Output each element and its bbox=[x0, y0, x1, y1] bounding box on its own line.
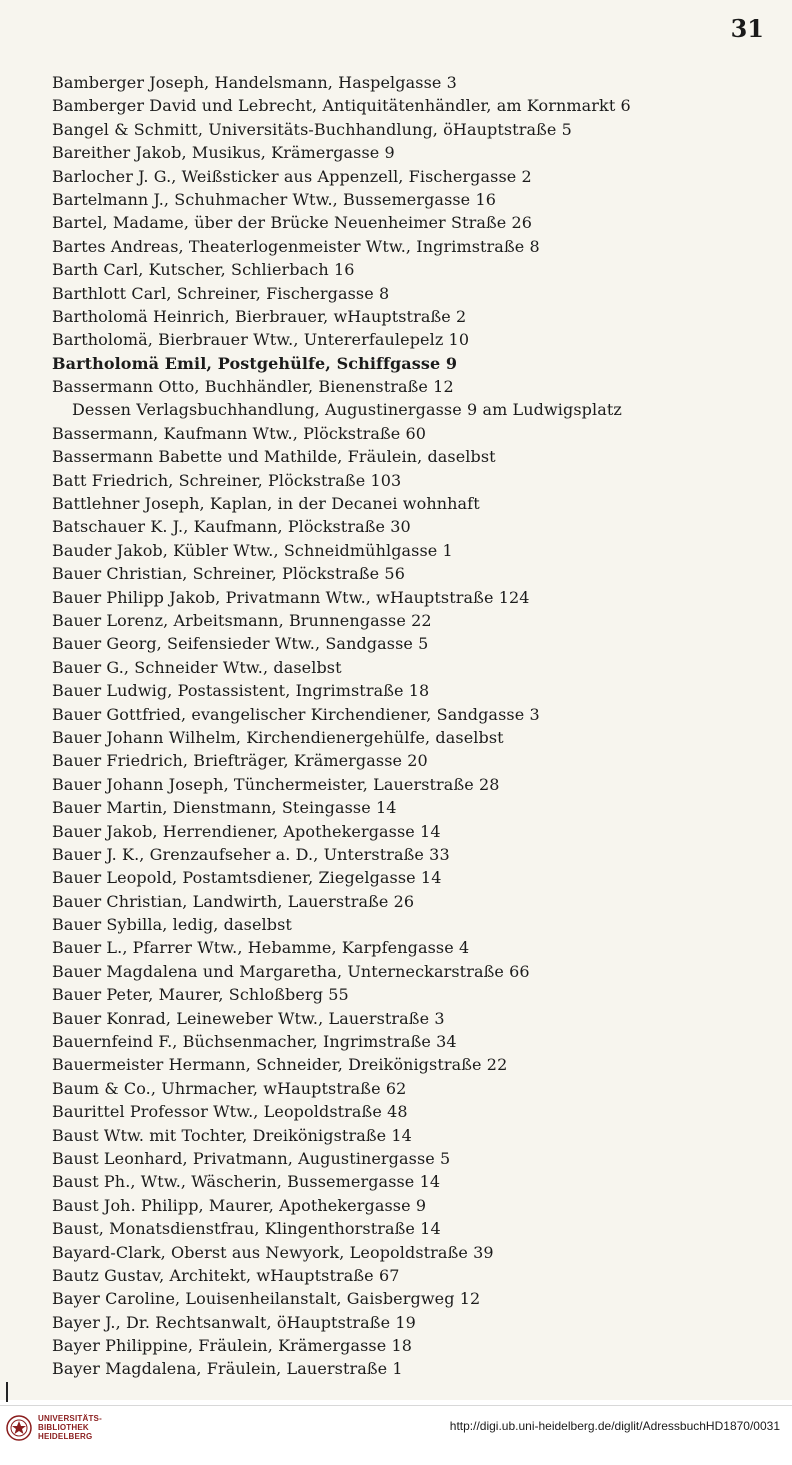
directory-entry: Baust Wtw. mit Tochter, Dreikönigstraße 14 bbox=[52, 1125, 412, 1145]
directory-entry: Bauder Jakob, Kübler Wtw., Schneidmühlgasse 1 bbox=[52, 540, 453, 560]
directory-entry: Barth Carl, Kutscher, Schlierbach 16 bbox=[52, 260, 355, 280]
directory-entry: Bauer Friedrich, Briefträger, Krämergasse 20 bbox=[52, 751, 428, 771]
margin-mark bbox=[6, 1382, 8, 1402]
logo-text bbox=[38, 1414, 102, 1441]
directory-entry: Bauer Jakob, Herrendiener, Apothekergasse 14 bbox=[52, 821, 441, 841]
directory-entry: Bauermeister Hermann, Schneider, Dreikönigstraße 22 bbox=[52, 1055, 508, 1075]
directory-entry: Bayer Caroline, Louisenheilanstalt, Gaisbergweg 12 bbox=[52, 1289, 481, 1309]
directory-entry: Bayer Magdalena, Fräulein, Lauerstraße 1 bbox=[52, 1359, 403, 1379]
directory-entry: Bauer Johann Joseph, Tünchermeister, Lauerstraße 28 bbox=[52, 774, 500, 794]
directory-entry: Bassermann Otto, Buchhändler, Bienenstraße 12 bbox=[52, 377, 454, 397]
library-logo[interactable] bbox=[6, 1414, 102, 1441]
directory-entry: Bauer L., Pfarrer Wtw., Hebamme, Karpfengasse 4 bbox=[52, 938, 470, 958]
directory-entry: Batt Friedrich, Schreiner, Plöckstraße 103 bbox=[52, 470, 402, 490]
directory-entry: Bauer Christian, Landwirth, Lauerstraße 26 bbox=[52, 891, 415, 911]
directory-entry: Baust Ph., Wtw., Wäscherin, Bussemergasse 14 bbox=[52, 1172, 441, 1192]
logo-line-1: UNIVERSITÄTS- bbox=[38, 1414, 102, 1423]
directory-entry: Bayer J., Dr. Rechtsanwalt, öHauptstraße 19 bbox=[52, 1312, 416, 1332]
directory-entry: Bautz Gustav, Architekt, wHauptstraße 67 bbox=[52, 1265, 400, 1285]
directory-entry: Barlocher J. G., Weißsticker aus Appenzell, Fischergasse 2 bbox=[52, 166, 532, 186]
logo-line-3: HEIDELBERG bbox=[38, 1432, 93, 1441]
directory-entry: Barthlott Carl, Schreiner, Fischergasse 8 bbox=[52, 283, 390, 303]
directory-entry: Baust Leonhard, Privatmann, Augustinergasse 5 bbox=[52, 1148, 451, 1168]
directory-entry: Bauer J. K., Grenzaufseher a. D., Unterstraße 33 bbox=[52, 844, 450, 864]
directory-entry: Bartelmann J., Schuhmacher Wtw., Bussemergasse 16 bbox=[52, 189, 497, 209]
directory-entry: Dessen Verlagsbuchhandlung, Augustinergasse 9 am Ludwigsplatz bbox=[72, 400, 622, 420]
directory-entry: Bauer Ludwig, Postassistent, Ingrimstraße 18 bbox=[52, 681, 430, 701]
directory-entry: Bauer Christian, Schreiner, Plöckstraße 56 bbox=[52, 564, 405, 584]
directory-entry: Bartel, Madame, über der Brücke Neuenheimer Straße 26 bbox=[52, 213, 533, 233]
directory-entry: Bauer Konrad, Leineweber Wtw., Lauerstraße 3 bbox=[52, 1008, 445, 1028]
directory-entry: Battlehner Joseph, Kaplan, in der Decanei wohnhaft bbox=[52, 494, 480, 514]
directory-entry: Bauer Philipp Jakob, Privatmann Wtw., wHauptstraße 124 bbox=[52, 587, 530, 607]
logo-line-2: BIBLIOTHEK bbox=[38, 1423, 89, 1432]
directory-entry: Bauer Martin, Dienstmann, Steingasse 14 bbox=[52, 798, 397, 818]
directory-entry: Bauer Leopold, Postamtsdiener, Ziegelgasse 14 bbox=[52, 868, 442, 888]
directory-entry: Bauer Gottfried, evangelischer Kirchendiener, Sandgasse 3 bbox=[52, 704, 540, 724]
footer-bar bbox=[0, 1405, 792, 1446]
directory-entry: Bartholomä Heinrich, Bierbrauer, wHauptstraße 2 bbox=[52, 306, 467, 326]
directory-entry: Bauer Peter, Maurer, Schloßberg 55 bbox=[52, 985, 349, 1005]
directory-entry: Baust Joh. Philipp, Maurer, Apothekergasse 9 bbox=[52, 1195, 427, 1215]
directory-entry: Bauer Lorenz, Arbeitsmann, Brunnengasse 22 bbox=[52, 610, 432, 630]
directory-entry: Bareither Jakob, Musikus, Krämergasse 9 bbox=[52, 143, 395, 163]
directory-entry: Bauer Johann Wilhelm, Kirchendienergehülfe, daselbst bbox=[52, 727, 504, 747]
directory-entry: Bartholomä, Bierbrauer Wtw., Untererfaulepelz 10 bbox=[52, 330, 470, 350]
directory-entry: Bayer Philippine, Fräulein, Krämergasse 18 bbox=[52, 1336, 413, 1356]
directory-entry: Bangel & Schmitt, Universitäts-Buchhandlung, öHauptstraße 5 bbox=[52, 119, 572, 139]
directory-entry: Bamberger David und Lebrecht, Antiquitätenhändler, am Kornmarkt 6 bbox=[52, 96, 631, 116]
directory-entry: Bauer Magdalena und Margaretha, Unterneckarstraße 66 bbox=[52, 961, 530, 981]
directory-entry: Bauernfeind F., Büchsenmacher, Ingrimstraße 34 bbox=[52, 1032, 457, 1052]
directory-entries bbox=[52, 71, 772, 1381]
source-url[interactable]: http://digi.ub.uni-heidelberg.de/diglit/AdressbuchHD1870/0031 bbox=[449, 1419, 780, 1433]
directory-entry: Batschauer K. J., Kaufmann, Plöckstraße 30 bbox=[52, 517, 411, 537]
directory-entry: Bauer G., Schneider Wtw., daselbst bbox=[52, 657, 342, 677]
directory-entry: Bayard-Clark, Oberst aus Newyork, Leopoldstraße 39 bbox=[52, 1242, 494, 1262]
directory-entry: Bassermann Babette und Mathilde, Fräulein, daselbst bbox=[52, 447, 496, 467]
directory-entry: Bassermann, Kaufmann Wtw., Plöckstraße 60 bbox=[52, 423, 427, 443]
seal-icon bbox=[6, 1415, 32, 1441]
directory-entry: Baust, Monatsdienstfrau, Klingenthorstraße 14 bbox=[52, 1219, 441, 1239]
directory-entry: Baum & Co., Uhrmacher, wHauptstraße 62 bbox=[52, 1078, 407, 1098]
page-number: 31 bbox=[730, 14, 764, 43]
directory-entry: Bartes Andreas, Theaterlogenmeister Wtw., Ingrimstraße 8 bbox=[52, 236, 540, 256]
directory-entry: Bauer Sybilla, ledig, daselbst bbox=[52, 915, 292, 935]
directory-entry: Bauer Georg, Seifensieder Wtw., Sandgasse 5 bbox=[52, 634, 429, 654]
directory-entry: Baurittel Professor Wtw., Leopoldstraße 48 bbox=[52, 1102, 408, 1122]
directory-entry: Bamberger Joseph, Handelsmann, Haspelgasse 3 bbox=[52, 73, 457, 92]
directory-entry: Bartholomä Emil, Postgehülfe, Schiffgasse 9 bbox=[52, 353, 458, 373]
